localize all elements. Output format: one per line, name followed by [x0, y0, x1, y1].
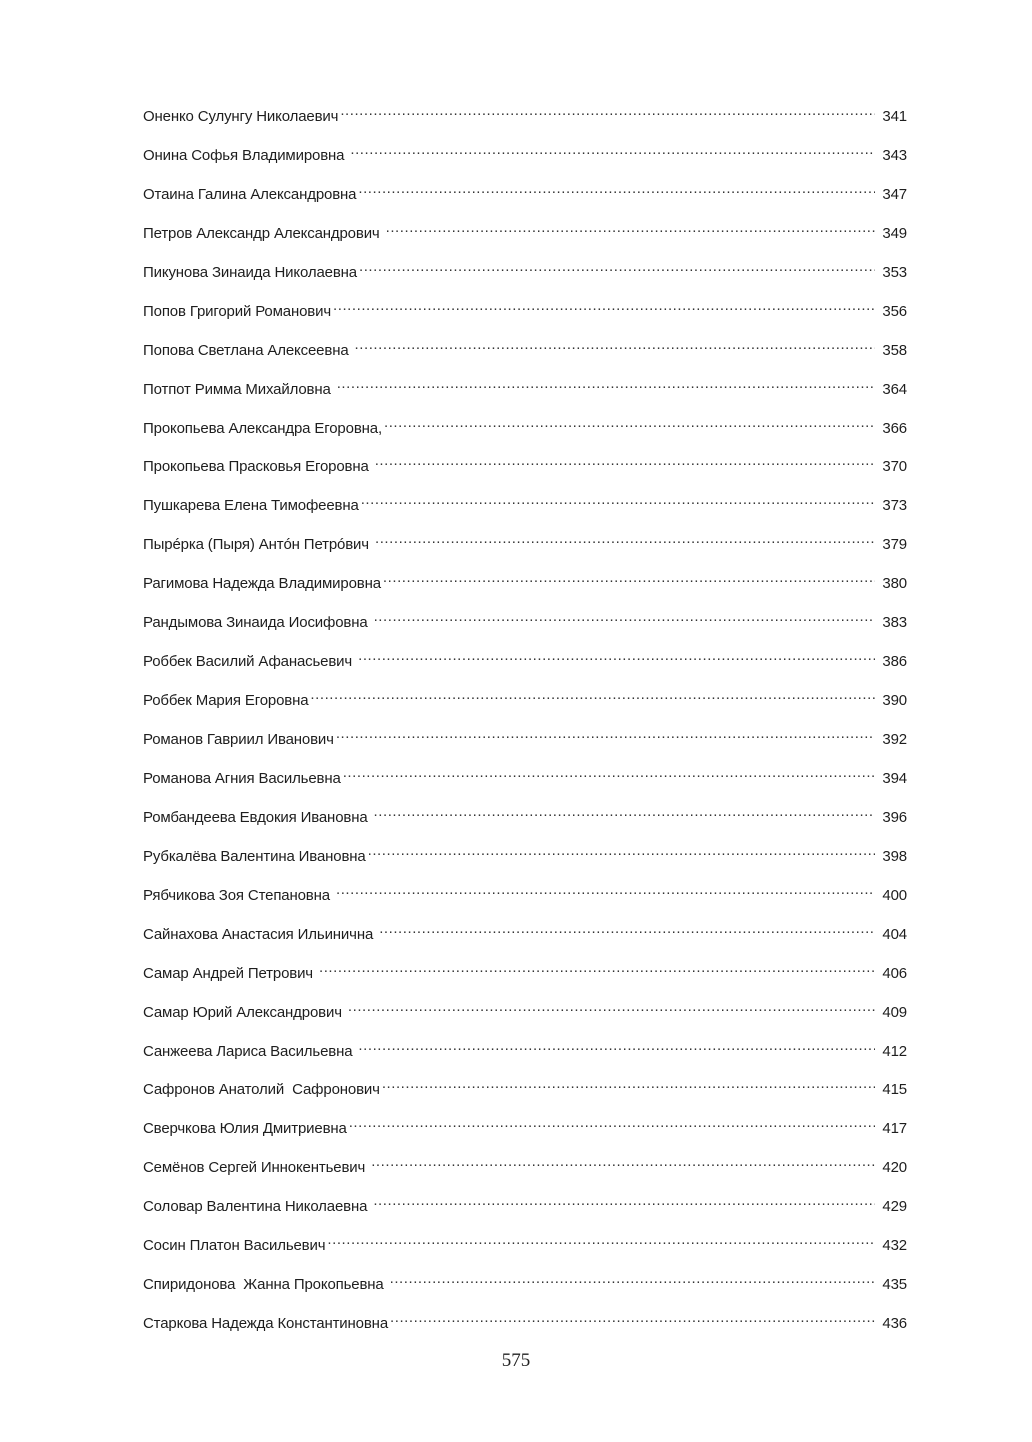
dot-leader — [374, 800, 875, 822]
toc-entry-page: 394 — [882, 769, 907, 787]
dot-leader — [319, 956, 875, 978]
toc-entry — [143, 372, 907, 411]
dot-leader — [375, 527, 875, 549]
toc-entry-name: Отаина Галина Александровна — [143, 185, 357, 203]
toc-entry-name: Семёнов Сергей Иннокентьевич — [143, 1159, 370, 1177]
toc-entry-name: Рубкалёва Валентина Ивановна — [143, 847, 366, 865]
dot-leader — [375, 449, 875, 471]
toc-entry-page: 347 — [882, 185, 907, 203]
toc-entry-page: 429 — [882, 1198, 907, 1216]
dot-leader — [333, 294, 875, 316]
toc-entry-name: Роббек Василий Афанасьевич — [143, 653, 357, 671]
toc-entry — [143, 527, 907, 566]
toc-entry — [143, 683, 907, 722]
dot-leader — [386, 216, 875, 238]
toc-entry-name: Самар Юрий Александрович — [143, 1003, 346, 1021]
toc-entry — [143, 1150, 907, 1189]
toc-entry-page: 406 — [882, 964, 907, 982]
toc-entry-page: 343 — [882, 146, 907, 164]
toc-entry — [143, 761, 907, 800]
toc-entry-name: Соловар Валентина Николаевна — [143, 1198, 372, 1216]
dot-leader — [343, 761, 875, 783]
toc-entry-page: 353 — [882, 263, 907, 281]
toc-entry-page: 392 — [882, 731, 907, 748]
toc-entry-name: Романова Агния Васильевна — [143, 769, 341, 787]
toc-entry — [143, 411, 907, 450]
toc-entry-name: Онина Софья Владимировна — [143, 146, 349, 164]
toc-entry-name: Попов Григорий Романович — [143, 302, 332, 320]
toc-entry — [143, 644, 907, 683]
dot-leader — [382, 1072, 875, 1094]
toc-entry — [143, 177, 907, 216]
toc-entry-page: 341 — [882, 108, 907, 125]
toc-entry-name: Ромбандеева Евдокия Ивановна — [143, 808, 372, 826]
toc-entry — [143, 1306, 907, 1345]
dot-leader — [361, 488, 875, 510]
dot-leader — [348, 995, 875, 1017]
toc-entry-name: Роббек Мария Егоровна — [143, 692, 309, 710]
toc-entry — [143, 138, 907, 177]
dot-leader — [383, 566, 875, 588]
dot-leader — [336, 878, 875, 900]
toc-entry-name: Рандымова Зинаида Иосифовна — [143, 614, 372, 632]
toc-entry-name: Прокопьева Прасковья Егоровна — [143, 458, 373, 476]
toc-entry-page: 415 — [882, 1081, 907, 1099]
toc-entry-name: Петров Александр Александрович — [143, 224, 384, 242]
dot-leader — [340, 99, 875, 121]
toc-entry-name: Рагимова Надежда Владимировна — [143, 575, 381, 593]
toc-entry — [143, 605, 907, 644]
dot-leader — [371, 1150, 875, 1172]
toc-entry-page: 436 — [882, 1315, 907, 1333]
toc-entry — [143, 839, 907, 878]
toc-entry-page: 417 — [882, 1120, 907, 1138]
toc-entry-page: 358 — [882, 341, 907, 359]
toc-entry-page: 380 — [882, 575, 907, 593]
dot-leader — [379, 917, 875, 939]
toc-entry-page: 404 — [882, 925, 907, 943]
dot-leader — [373, 1189, 875, 1211]
toc-entry — [143, 99, 907, 138]
dot-leader — [350, 138, 875, 160]
toc-entry — [143, 1034, 907, 1073]
toc-entry-page: 370 — [882, 458, 907, 476]
toc-entry-page: 420 — [882, 1159, 907, 1177]
toc-entry — [143, 216, 907, 255]
dot-leader — [390, 1267, 875, 1289]
toc-entry-name: Пикунова Зинаида Николаевна — [143, 263, 357, 281]
toc-entry — [143, 917, 907, 956]
page-number: 575 — [501, 1350, 531, 1371]
toc-entry-name: Санжеева Лариса Васильевна — [143, 1042, 357, 1060]
toc-entry-page: 349 — [882, 224, 907, 242]
toc-entry — [143, 1189, 907, 1228]
toc-entry-name: Спиридонова Жанна Прокопьевна — [143, 1276, 388, 1294]
dot-leader — [384, 411, 875, 433]
dot-leader — [359, 255, 875, 277]
toc-entry — [143, 488, 907, 527]
toc-entry-page: 364 — [882, 380, 907, 398]
toc-entry-page: 373 — [882, 497, 907, 515]
toc-entry-name: Попова Светлана Алексеевна — [143, 341, 353, 359]
toc-entry-name: Прокопьева Александра Егоровна, — [143, 419, 382, 437]
toc-entry — [143, 449, 907, 488]
dot-leader — [337, 372, 875, 394]
toc-entry-page: 412 — [882, 1042, 907, 1060]
toc-entry-name: Самар Андрей Петрович — [143, 964, 317, 982]
toc-entry — [143, 333, 907, 372]
toc-entry — [143, 1111, 907, 1150]
dot-leader — [390, 1306, 875, 1328]
toc-entry-page: 398 — [882, 847, 907, 865]
toc-entry — [143, 1072, 907, 1111]
toc-entry-name: Старкова Надежда Константиновна — [143, 1315, 389, 1333]
toc-entry-name: Рябчикова Зоя Степановна — [143, 886, 334, 904]
toc-entry-page: 379 — [882, 536, 907, 554]
toc-entry-name: Потпот Римма Михайловна — [143, 380, 335, 398]
toc-entry-page: 409 — [882, 1003, 907, 1021]
toc-entry — [143, 995, 907, 1034]
toc-entry-name: Романов Гавриил Иванович — [143, 731, 334, 748]
toc-entry-page: 400 — [882, 886, 907, 904]
toc-entry — [143, 956, 907, 995]
dot-leader — [358, 1034, 875, 1056]
toc-entry-page: 396 — [882, 808, 907, 826]
toc-entry-name: Сверчкова Юлия Дмитриевна — [143, 1120, 347, 1138]
toc-entry-page: 383 — [882, 614, 907, 632]
toc-entry — [143, 800, 907, 839]
table-of-contents — [143, 99, 907, 1345]
toc-entry-name: Пырéрка (Пыря) Антóн Петрóвич — [143, 536, 373, 554]
toc-entry-page: 432 — [882, 1237, 907, 1255]
dot-leader — [327, 1228, 875, 1250]
dot-leader — [349, 1111, 875, 1133]
dot-leader — [368, 839, 875, 861]
toc-entry — [143, 255, 907, 294]
toc-entry-page: 390 — [882, 692, 907, 710]
toc-entry-page: 435 — [882, 1276, 907, 1294]
dot-leader — [374, 605, 875, 627]
toc-entry — [143, 294, 907, 333]
toc-entry — [143, 1267, 907, 1306]
toc-entry-name: Сайнахова Анастасия Ильинична — [143, 925, 378, 943]
toc-entry-page: 366 — [882, 419, 907, 437]
toc-entry — [143, 566, 907, 605]
dot-leader — [358, 177, 875, 199]
toc-entry — [143, 1228, 907, 1267]
toc-entry — [143, 878, 907, 917]
toc-entry-page: 386 — [882, 653, 907, 671]
dot-leader — [358, 644, 875, 666]
toc-entry-name: Сосин Платон Васильевич — [143, 1237, 326, 1255]
toc-entry — [143, 722, 907, 761]
dot-leader — [310, 683, 875, 705]
toc-entry-name: Пушкарева Елена Тимофеевна — [143, 497, 359, 515]
dot-leader — [336, 722, 875, 744]
toc-entry-name: Сафронов Анатолий Сафронович — [143, 1081, 380, 1099]
toc-entry-name: Оненко Сулунгу Николаевич — [143, 108, 339, 125]
dot-leader — [355, 333, 875, 355]
toc-entry-page: 356 — [882, 302, 907, 320]
